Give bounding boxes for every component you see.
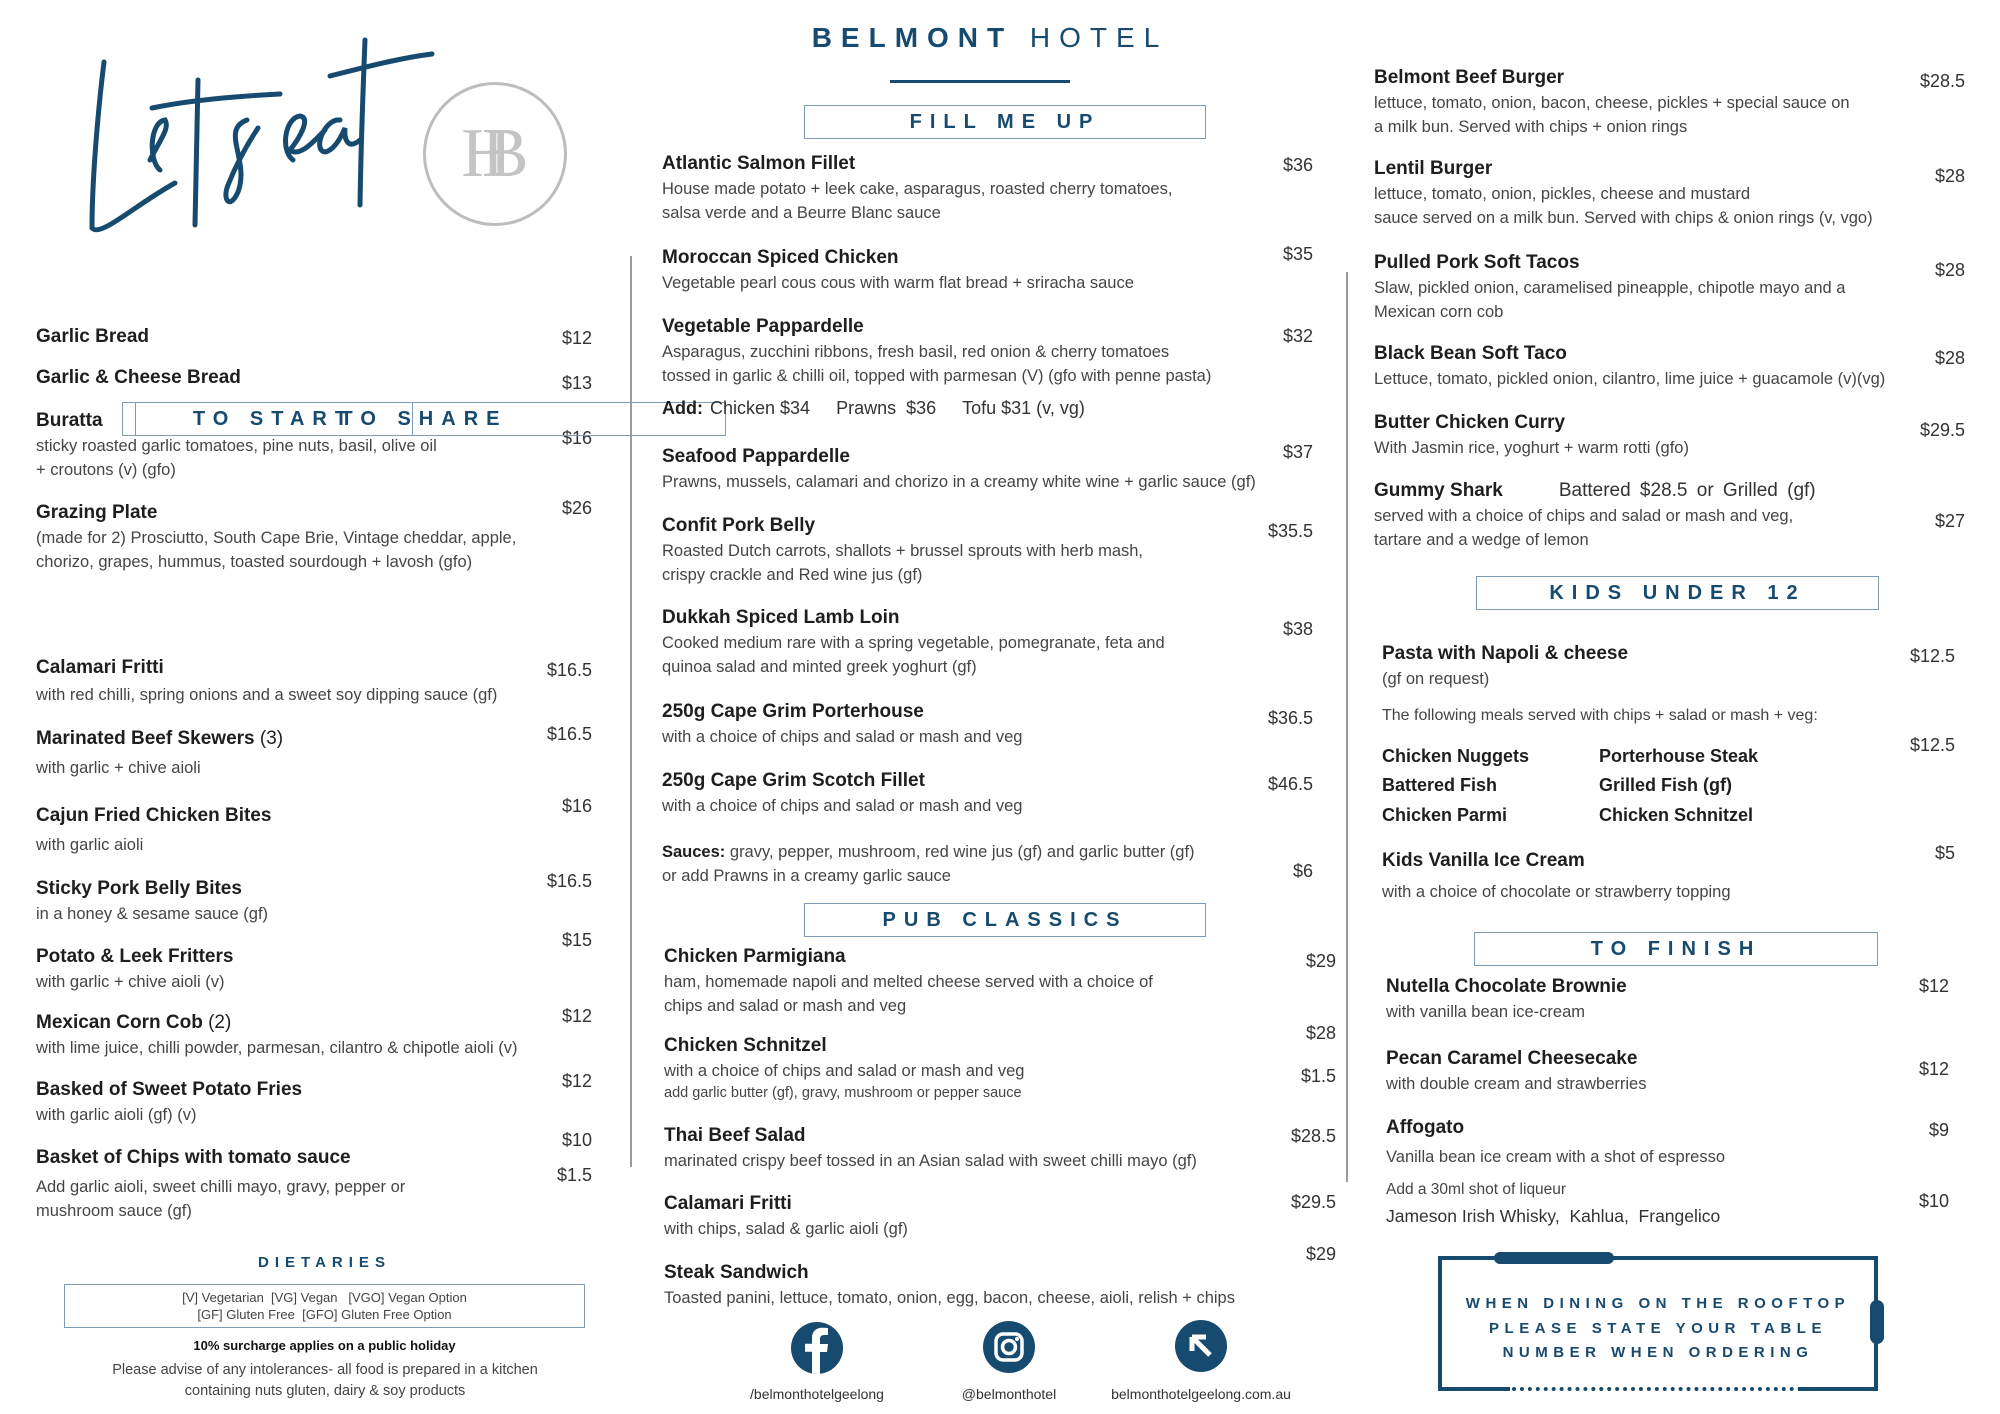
item-name-text: Buratta (36, 410, 103, 431)
menu-item-description: Add garlic aioli, sweet chilli mayo, gravy, pepper or (36, 1178, 406, 1196)
instagram-icon[interactable] (983, 1321, 1035, 1373)
menu-item-description: with garlic aioli (gf) (v) (36, 1106, 197, 1124)
border-pill-right (1870, 1300, 1884, 1344)
kids-meal-option: Chicken Nuggets (1382, 746, 1530, 766)
menu-item-price: $28 (1305, 1023, 1336, 1043)
menu-item (1382, 643, 1628, 691)
menu-item-price: $12.5 (1909, 646, 1955, 666)
add-option: Chicken $34 (709, 398, 811, 418)
menu-item-description: (made for 2) Prosciutto, South Cape Brie, Vintage cheddar, apple, (36, 529, 517, 547)
menu-item-price: $28 (1934, 348, 1965, 368)
item-name-text: Nutella Chocolate Brownie (1386, 976, 1627, 997)
item-name-text: Marinated Beef Skewers (36, 728, 255, 749)
kids-meal-option: Chicken Schnitzel (1599, 805, 1754, 825)
border-bottom-dotted (1512, 1387, 1802, 1391)
menu-item-description: Mexican corn cob (1374, 303, 1504, 321)
item-name-text: Belmont Beef Burger (1374, 67, 1565, 88)
menu-item-price: $15 (561, 930, 592, 950)
intolerance-notice-1: Please advise of any intolerances- all food is prepared in a kitchen (112, 1362, 538, 1378)
menu-item (664, 1125, 1226, 1173)
item-name-text: Dukkah Spiced Lamb Loin (662, 607, 900, 628)
item-name-text: Calamari Fritti (664, 1193, 792, 1214)
rooftop-notice-box (1438, 1256, 1878, 1391)
menu-item-description: with vanilla bean ice-cream (1386, 1003, 1586, 1021)
menu-item-name (36, 728, 482, 750)
menu-item-name (664, 1125, 1226, 1147)
menu-item-description: ham, homemade napoli and melted cheese served with a choice of (664, 973, 1153, 991)
hotel-brand-title (790, 22, 1190, 54)
item-name-text: Affogato (1386, 1117, 1465, 1138)
social-link-label[interactable]: @belmonthotel (961, 1386, 1057, 1402)
menu-item-price: $12 (1918, 1059, 1949, 1079)
menu-item-price: $36 (1282, 155, 1313, 175)
menu-item (662, 770, 1203, 818)
menu-item-name (1374, 480, 1855, 502)
menu-item (1374, 252, 1855, 324)
section-header-share: TO SHARE (122, 402, 726, 436)
menu-item-price: $9 (1928, 1120, 1949, 1140)
menu-item (36, 1079, 482, 1127)
item-name-text: Pulled Pork Soft Tacos (1374, 252, 1580, 273)
dietaries-line-1: [V] Vegetarian [VG] Vegan [VGO] Vegan Option (182, 1290, 467, 1305)
menu-item-description: with red chilli, spring onions and a sweet soy dipping sauce (gf) (36, 686, 498, 704)
menu-item-price: $16.5 (546, 660, 592, 680)
rooftop-notice-line: NUMBER WHEN ORDERING (1502, 1344, 1814, 1361)
menu-item (36, 367, 482, 389)
menu-item-price: $13 (561, 373, 592, 393)
menu-item-description: with chips, salad & garlic aioli (gf) (664, 1220, 908, 1238)
menu-item-name (662, 153, 1203, 175)
menu-item-price: $29 (1305, 1244, 1336, 1264)
sauces-label: Sauces: (662, 843, 726, 861)
menu-item-name: Kids Vanilla Ice Cream (1382, 850, 1585, 871)
menu-item-description: Vegetable pearl cous cous with warm flat bread + sriracha sauce (662, 274, 1134, 292)
menu-item-name (36, 1147, 482, 1169)
menu-item-name (662, 446, 1203, 468)
item-name-text: 250g Cape Grim Porterhouse (662, 701, 924, 722)
menu-item (662, 701, 1203, 749)
kids-meal-option: Chicken Parmi (1382, 805, 1508, 825)
menu-item (36, 728, 482, 780)
menu-item-description: with garlic + chive aioli (36, 759, 201, 777)
menu-item-name (662, 701, 1203, 723)
kids-meal-option: Porterhouse Steak (1599, 746, 1759, 766)
menu-item-description: mushroom sauce (gf) (36, 1202, 192, 1220)
item-name-text: Cajun Fried Chicken Bites (36, 805, 272, 826)
menu-item-name (664, 1262, 1226, 1284)
item-name-text: Seafood Pappardelle (662, 446, 850, 467)
menu-item (1386, 1048, 1839, 1096)
menu-item-description: with garlic aioli (36, 836, 144, 854)
item-name-text: Pecan Caramel Cheesecake (1386, 1048, 1638, 1069)
brand-underline (890, 80, 1070, 83)
menu-item-description: tossed in garlic & chilli oil, topped with parmesan (V) (gfo with penne pasta) (662, 367, 1212, 385)
menu-item-price: $16 (561, 428, 592, 448)
menu-item-price: $12 (1918, 976, 1949, 996)
menu-item-price: $16.5 (546, 724, 592, 744)
kids-meals-note: The following meals served with chips + salad or mash + veg: (1382, 707, 1818, 724)
menu-item (664, 1262, 1235, 1310)
menu-item (662, 446, 1256, 494)
menu-item-price: $26 (561, 498, 592, 518)
menu-item-name (36, 1012, 482, 1034)
menu-item (662, 607, 1203, 679)
menu-item-name (1386, 1048, 1839, 1070)
menu-item-price: $28.5 (1290, 1126, 1336, 1146)
menu-item-description: chips and salad or mash and veg (664, 997, 907, 1015)
column-divider-right (1346, 272, 1348, 1182)
website-arrow-icon[interactable] (1175, 1320, 1227, 1372)
menu-item (664, 946, 1226, 1018)
menu-item-name (36, 657, 482, 679)
menu-item (1386, 976, 1839, 1024)
monogram-letters: HB (461, 115, 499, 192)
menu-item (1386, 1117, 1839, 1169)
menu-item (1382, 850, 1731, 904)
item-name-text: Garlic Bread (36, 326, 149, 347)
menu-item-name (1374, 252, 1855, 274)
rooftop-notice-line: WHEN DINING ON THE ROOFTOP (1465, 1295, 1851, 1312)
menu-item-name (36, 502, 482, 524)
menu-item-description: crispy crackle and Red wine jus (gf) (662, 566, 923, 584)
menu-item-name (662, 607, 1203, 629)
rooftop-notice-line: PLEASE STATE YOUR TABLE (1489, 1319, 1827, 1337)
menu-item-price: $16.5 (546, 871, 592, 891)
menu-item-description: Lettuce, tomato, pickled onion, cilantro, lime juice + guacamole (v)(vg) (1374, 370, 1886, 388)
menu-item-price: $46.5 (1267, 774, 1313, 794)
add-option: Tofu $31 (v, vg) (962, 398, 1085, 418)
item-name-text: Chicken Schnitzel (664, 1035, 827, 1056)
border-pill-top (1494, 1252, 1614, 1264)
menu-item-price: $28 (1934, 260, 1965, 280)
menu-item-description: Vanilla bean ice cream with a shot of espresso (1386, 1148, 1726, 1166)
menu-item (36, 502, 517, 574)
social-link-label[interactable]: belmonthotelgeelong.com.au (1111, 1386, 1291, 1402)
menu-item-price: $38 (1282, 619, 1313, 639)
menu-item-name (664, 1035, 1226, 1057)
menu-item (36, 326, 482, 348)
menu-item-description: Toasted panini, lettuce, tomato, onion, egg, bacon, cheese, aioli, relish + chips (664, 1289, 1235, 1307)
menu-item-name (36, 1079, 482, 1101)
sauces-price: $6 (1292, 861, 1313, 881)
item-quantity: (3) (259, 728, 284, 749)
menu-item-price: $5 (1934, 843, 1955, 863)
brand-bold: BELMONT (811, 22, 1014, 53)
menu-item (1374, 67, 1855, 139)
menu-item-name (36, 878, 482, 900)
menu-item-description: House made potato + leek cake, asparagus, roasted cherry tomatoes, (662, 180, 1173, 198)
menu-item-description: quinoa salad and minted greek yoghurt (gf) (662, 658, 977, 676)
menu-item-price: $12 (561, 1006, 592, 1026)
social-link-label[interactable]: /belmonthotelgeelong (750, 1386, 884, 1402)
menu-item-note: add garlic butter (gf), gravy, mushroom or pepper sauce (664, 1085, 1022, 1101)
menu-item-price: $35.5 (1267, 521, 1313, 541)
menu-item (1374, 412, 1855, 460)
menu-item-name (662, 316, 1203, 338)
menu-item-name (1386, 1117, 1839, 1139)
item-name-text: Confit Pork Belly (662, 515, 816, 536)
menu-item-description: lettuce, tomato, onion, bacon, cheese, pickles + special sauce on (1374, 94, 1850, 112)
dietaries-title: DIETARIES (258, 1254, 391, 1271)
item-name-text: Butter Chicken Curry (1374, 412, 1566, 433)
menu-item-description: with a choice of chips and salad or mash and veg (664, 1062, 1025, 1080)
menu-item (36, 946, 482, 994)
item-options: Battered $28.5 or Grilled (gf) (1558, 480, 1816, 501)
liqueur-price: $10 (1918, 1191, 1949, 1211)
menu-item (36, 878, 482, 926)
menu-item-price: $37 (1282, 442, 1313, 462)
brand-light: HOTEL (1029, 22, 1169, 53)
menu-item-description: lettuce, tomato, onion, pickles, cheese and mustard (1374, 185, 1751, 203)
menu-item-name (36, 946, 482, 968)
kids-meals-price: $12.5 (1909, 735, 1955, 755)
surcharge-notice: 10% surcharge applies on a public holiday (193, 1338, 456, 1353)
menu-item-description: sticky roasted garlic tomatoes, pine nuts, basil, olive oil (36, 437, 437, 455)
sauces-note (662, 840, 1195, 888)
menu-item-name (662, 247, 1203, 269)
menu-item-price: $29 (1305, 951, 1336, 971)
sauces-line-1 (662, 840, 1195, 864)
column-divider-left (630, 256, 632, 1167)
menu-item-price: $28 (1934, 166, 1965, 186)
item-name-text: Sticky Pork Belly Bites (36, 878, 242, 899)
liqueur-options: Jameson Irish Whisky, Kahlua, Frangelico (1386, 1206, 1721, 1226)
item-name-text: Gummy Shark (1374, 480, 1503, 501)
addon-price: $1.5 (556, 1165, 592, 1185)
menu-item-name (36, 326, 482, 348)
section-header-kids: KIDS UNDER 12 (1476, 576, 1879, 610)
menu-item-description: Asparagus, zucchini ribbons, fresh basil, red onion & cherry tomatoes (662, 343, 1170, 361)
menu-item-price: $27 (1934, 511, 1965, 531)
menu-item-description: salsa verde and a Beurre Blanc sauce (662, 204, 941, 222)
menu-item-name (664, 946, 1226, 968)
menu-item-price: $29.5 (1290, 1192, 1336, 1212)
menu-item-price: $10 (561, 1130, 592, 1150)
menu-item-description: with garlic + chive aioli (v) (36, 973, 225, 991)
menu-item (662, 247, 1203, 295)
menu-item-description: with double cream and strawberries (1386, 1075, 1647, 1093)
section-header-start: TO START (135, 402, 413, 436)
menu-item (1374, 343, 1886, 391)
menu-item-description: with a choice of chocolate or strawberry topping (1382, 883, 1731, 901)
menu-item-description: Cooked medium rare with a spring vegetable, pomegranate, feta and (662, 634, 1165, 652)
add-label: Add: (662, 398, 703, 418)
menu-item-description: with a choice of chips and salad or mash and veg (662, 797, 1023, 815)
item-name-text: Grazing Plate (36, 502, 158, 523)
menu-item (1374, 480, 1855, 552)
section-header-fill: FILL ME UP (804, 105, 1206, 139)
item-name-text: Mexican Corn Cob (36, 1012, 203, 1033)
border-bottom-left (1438, 1387, 1510, 1391)
menu-item-price: $28.5 (1919, 71, 1965, 91)
item-name-text: Basket of Chips with tomato sauce (36, 1147, 351, 1168)
menu-item-name (1374, 67, 1855, 89)
dietaries-line-2: [GF] Gluten Free [GFO] Gluten Free Option (197, 1307, 452, 1322)
item-name-text: Steak Sandwich (664, 1262, 809, 1283)
menu-item (662, 316, 1212, 388)
item-name-text: Atlantic Salmon Fillet (662, 153, 856, 174)
item-name-text: Moroccan Spiced Chicken (662, 247, 899, 268)
item-name-text: Black Bean Soft Taco (1374, 343, 1567, 364)
hb-monogram-logo (423, 82, 567, 226)
sauces-line-2: or add Prawns in a creamy garlic sauce (662, 867, 951, 885)
menu-item-price: $16 (561, 796, 592, 816)
menu-item-price: $36.5 (1267, 708, 1313, 728)
item-name-text: Lentil Burger (1374, 158, 1493, 179)
menu-item-name (664, 1193, 1226, 1215)
item-quantity: (2) (208, 1012, 232, 1033)
menu-item-description: sauce served on a milk bun. Served with chips & onion rings (v, vgo) (1374, 209, 1873, 227)
menu-item-description: a milk bun. Served with chips + onion rings (1374, 118, 1688, 136)
item-name-text: Garlic & Cheese Bread (36, 367, 241, 388)
section-header-finish: TO FINISH (1474, 932, 1878, 966)
section-header-pub: PUB CLASSICS (804, 903, 1206, 937)
menu-item-description: served with a choice of chips and salad or mash and veg, (1374, 507, 1794, 525)
menu-item-price: $32 (1282, 326, 1313, 346)
menu-item-name: Pasta with Napoli & cheese (1382, 643, 1629, 664)
add-option: Prawns $36 (836, 398, 937, 418)
menu-item-description: (gf on request) (1382, 670, 1490, 688)
menu-item (36, 805, 482, 857)
menu-item-description: Slaw, pickled onion, caramelised pineapple, chipotle mayo and a (1374, 279, 1846, 297)
rooftop-notice-text (1442, 1260, 1874, 1366)
item-name-text: Thai Beef Salad (664, 1125, 806, 1146)
item-name-text: Potato & Leek Fritters (36, 946, 234, 967)
item-name-text: 250g Cape Grim Scotch Fillet (662, 770, 925, 791)
facebook-icon[interactable] (791, 1322, 843, 1374)
menu-item-description: in a honey & sesame sauce (gf) (36, 905, 269, 923)
menu-item-description: With Jasmin rice, yoghurt + warm rotti (gfo) (1374, 439, 1689, 457)
menu-item-name (662, 515, 1203, 537)
menu-item-name (662, 770, 1203, 792)
menu-item (36, 1012, 518, 1060)
border-bottom-right (1798, 1387, 1878, 1391)
liqueur-addon-label: Add a 30ml shot of liqueur (1386, 1181, 1567, 1198)
menu-item-description: tartare and a wedge of lemon (1374, 531, 1589, 549)
sauces-text: gravy, pepper, mushroom, red wine jus (gf) and garlic butter (gf) (729, 843, 1195, 861)
menu-item (662, 153, 1203, 225)
item-name-text: Calamari Fritti (36, 657, 164, 678)
menu-item-name (1374, 158, 1855, 180)
menu-item-name (1386, 976, 1839, 998)
menu-item-description: with a choice of chips and salad or mash and veg (662, 728, 1023, 746)
menu-item (664, 1035, 1226, 1103)
menu-item-price: $29.5 (1919, 420, 1965, 440)
menu-item-name (1374, 412, 1855, 434)
dietaries-legend-box (64, 1284, 585, 1328)
menu-item-description: + croutons (v) (gfo) (36, 461, 176, 479)
menu-item-description: Prawns, mussels, calamari and chorizo in a creamy white wine + garlic sauce (gf) (662, 473, 1256, 491)
menu-item (36, 657, 498, 707)
menu-item (664, 1193, 1226, 1241)
lets-eat-script-logo (70, 30, 450, 250)
menu-item-description: marinated crispy beef tossed in an Asian salad with sweet chilli mayo (gf) (664, 1152, 1197, 1170)
item-name-text: Chicken Parmigiana (664, 946, 846, 967)
menu-item-name (36, 805, 482, 827)
menu-item-name (36, 367, 482, 389)
menu-item-description: with lime juice, chilli powder, parmesan, cilantro & chipotle aioli (v) (36, 1039, 518, 1057)
menu-item-price: $35 (1282, 244, 1313, 264)
add-protein-options (662, 398, 1085, 419)
menu-item-price: $12 (561, 1071, 592, 1091)
menu-item-price: $12 (561, 328, 592, 348)
menu-item (1374, 158, 1873, 230)
menu-item-name (1374, 343, 1855, 365)
intolerance-notice-2: containing nuts gluten, dairy & soy products (184, 1383, 466, 1399)
kids-meal-option: Grilled Fish (gf) (1599, 775, 1732, 795)
menu-item (662, 515, 1203, 587)
addon-price: $1.5 (1300, 1066, 1336, 1086)
item-name-text: Basked of Sweet Potato Fries (36, 1079, 303, 1100)
kids-meal-option: Battered Fish (1382, 775, 1498, 795)
menu-item-description: chorizo, grapes, hummus, toasted sourdough + lavosh (gfo) (36, 553, 473, 571)
item-name-text: Vegetable Pappardelle (662, 316, 864, 337)
menu-item (36, 1147, 482, 1223)
menu-item-description: Roasted Dutch carrots, shallots + brussel sprouts with herb mash, (662, 542, 1144, 560)
